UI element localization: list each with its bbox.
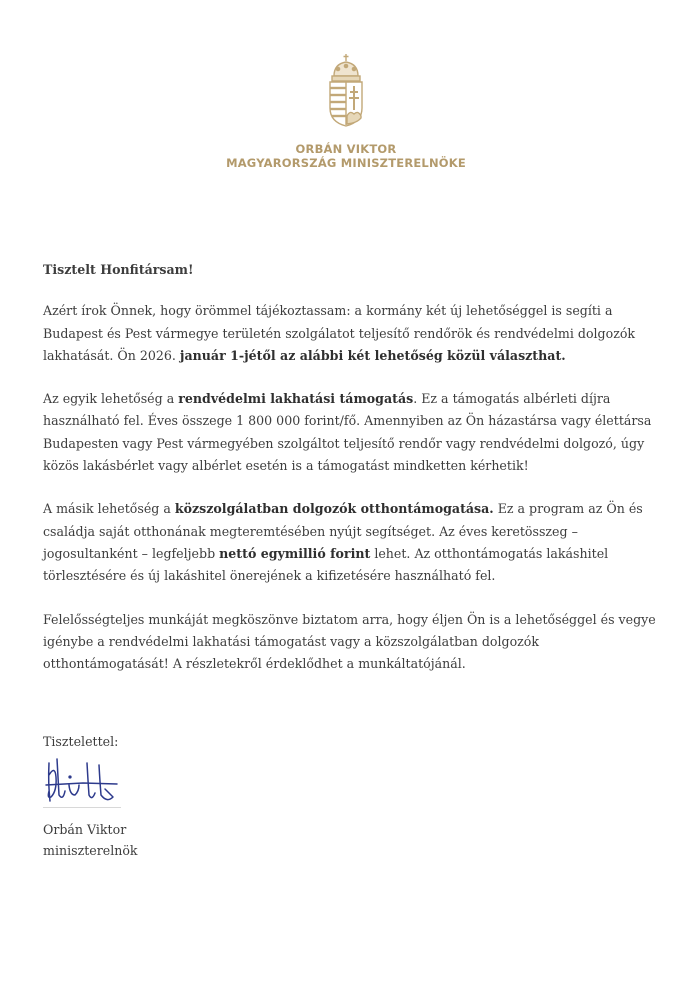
coat-of-arms-icon [324,52,368,128]
intro-text: Azért írok Önnek, hogy örömmel tájékoztassam: a kormány két új lehetőséggel is segíti a Budapest és Pest vármegye területén szolgálatot teljesítő rendőrök és rendvédelmi dolgozók lakhatását. Ön 2026. [43,303,636,363]
sender-title: MAGYARORSZÁG MINISZTERELNÖKE [226,156,466,170]
intro-date-emphasis: január 1-jétől az alábbi két lehetőség közül választhat. [179,347,566,363]
paragraph-closing: Felelősségteljes munkáját megköszönve biztatom arra, hogy éljen Ön is a lehetőséggel és vegye igénybe a rendvédelmi lakhatási támogatást vagy a közszolgálatban dolgozók otthontámogatását! A részletekről érdeklődhet a munkáltatójánál. [43,611,656,672]
closing-block [43,731,138,861]
signature-icon [43,755,121,808]
signer-title: miniszterelnök [43,843,138,858]
closing-phrase: Tisztelettel: [43,734,119,749]
home-text-3: lehet. Az otthontámogatás lakáshitel törlesztésére és új lakáshitel önerejének a kifizetésére használható fel. [43,545,609,584]
housing-text-1: Az egyik lehetőség a [43,391,179,407]
home-text-1: A másik lehetőség a [43,501,175,517]
paragraph-intro [43,300,663,367]
paragraph-home-support [43,498,663,587]
home-text-2: Ez a program az Ön és családja saját otthonának megteremtésében nyújt segítséget. Az éves keretösszeg – jogosultanként – legfeljebb [43,501,643,561]
housing-text-2: . Ez a támogatás albérleti díjra használható fel. Éves összege 1 800 000 forint/fő. Amennyiben az Ön házastársa vagy élettársa Budapesten vagy Pest vármegyében szolgáltot teljesítő rendőr vagy rendvédelmi dolgozó, úgy közös lakásbérlet vagy albérlet esetén is a támogatást mindketten kérhetik! [43,391,652,474]
sender-name: ORBÁN VIKTOR [295,142,397,156]
amount-emphasis: nettó egymillió forint [219,545,371,561]
letterhead [0,52,692,170]
housing-support-emphasis: rendvédelmi lakhatási támogatás [178,391,414,407]
home-support-emphasis: közszolgálatban dolgozók otthontámogatása. [174,501,494,517]
signer-name: Orbán Viktor [43,822,127,837]
paragraph-housing-support [43,388,663,477]
letter-body [43,259,663,696]
salutation: Tisztelt Honfitársam! [43,262,194,277]
